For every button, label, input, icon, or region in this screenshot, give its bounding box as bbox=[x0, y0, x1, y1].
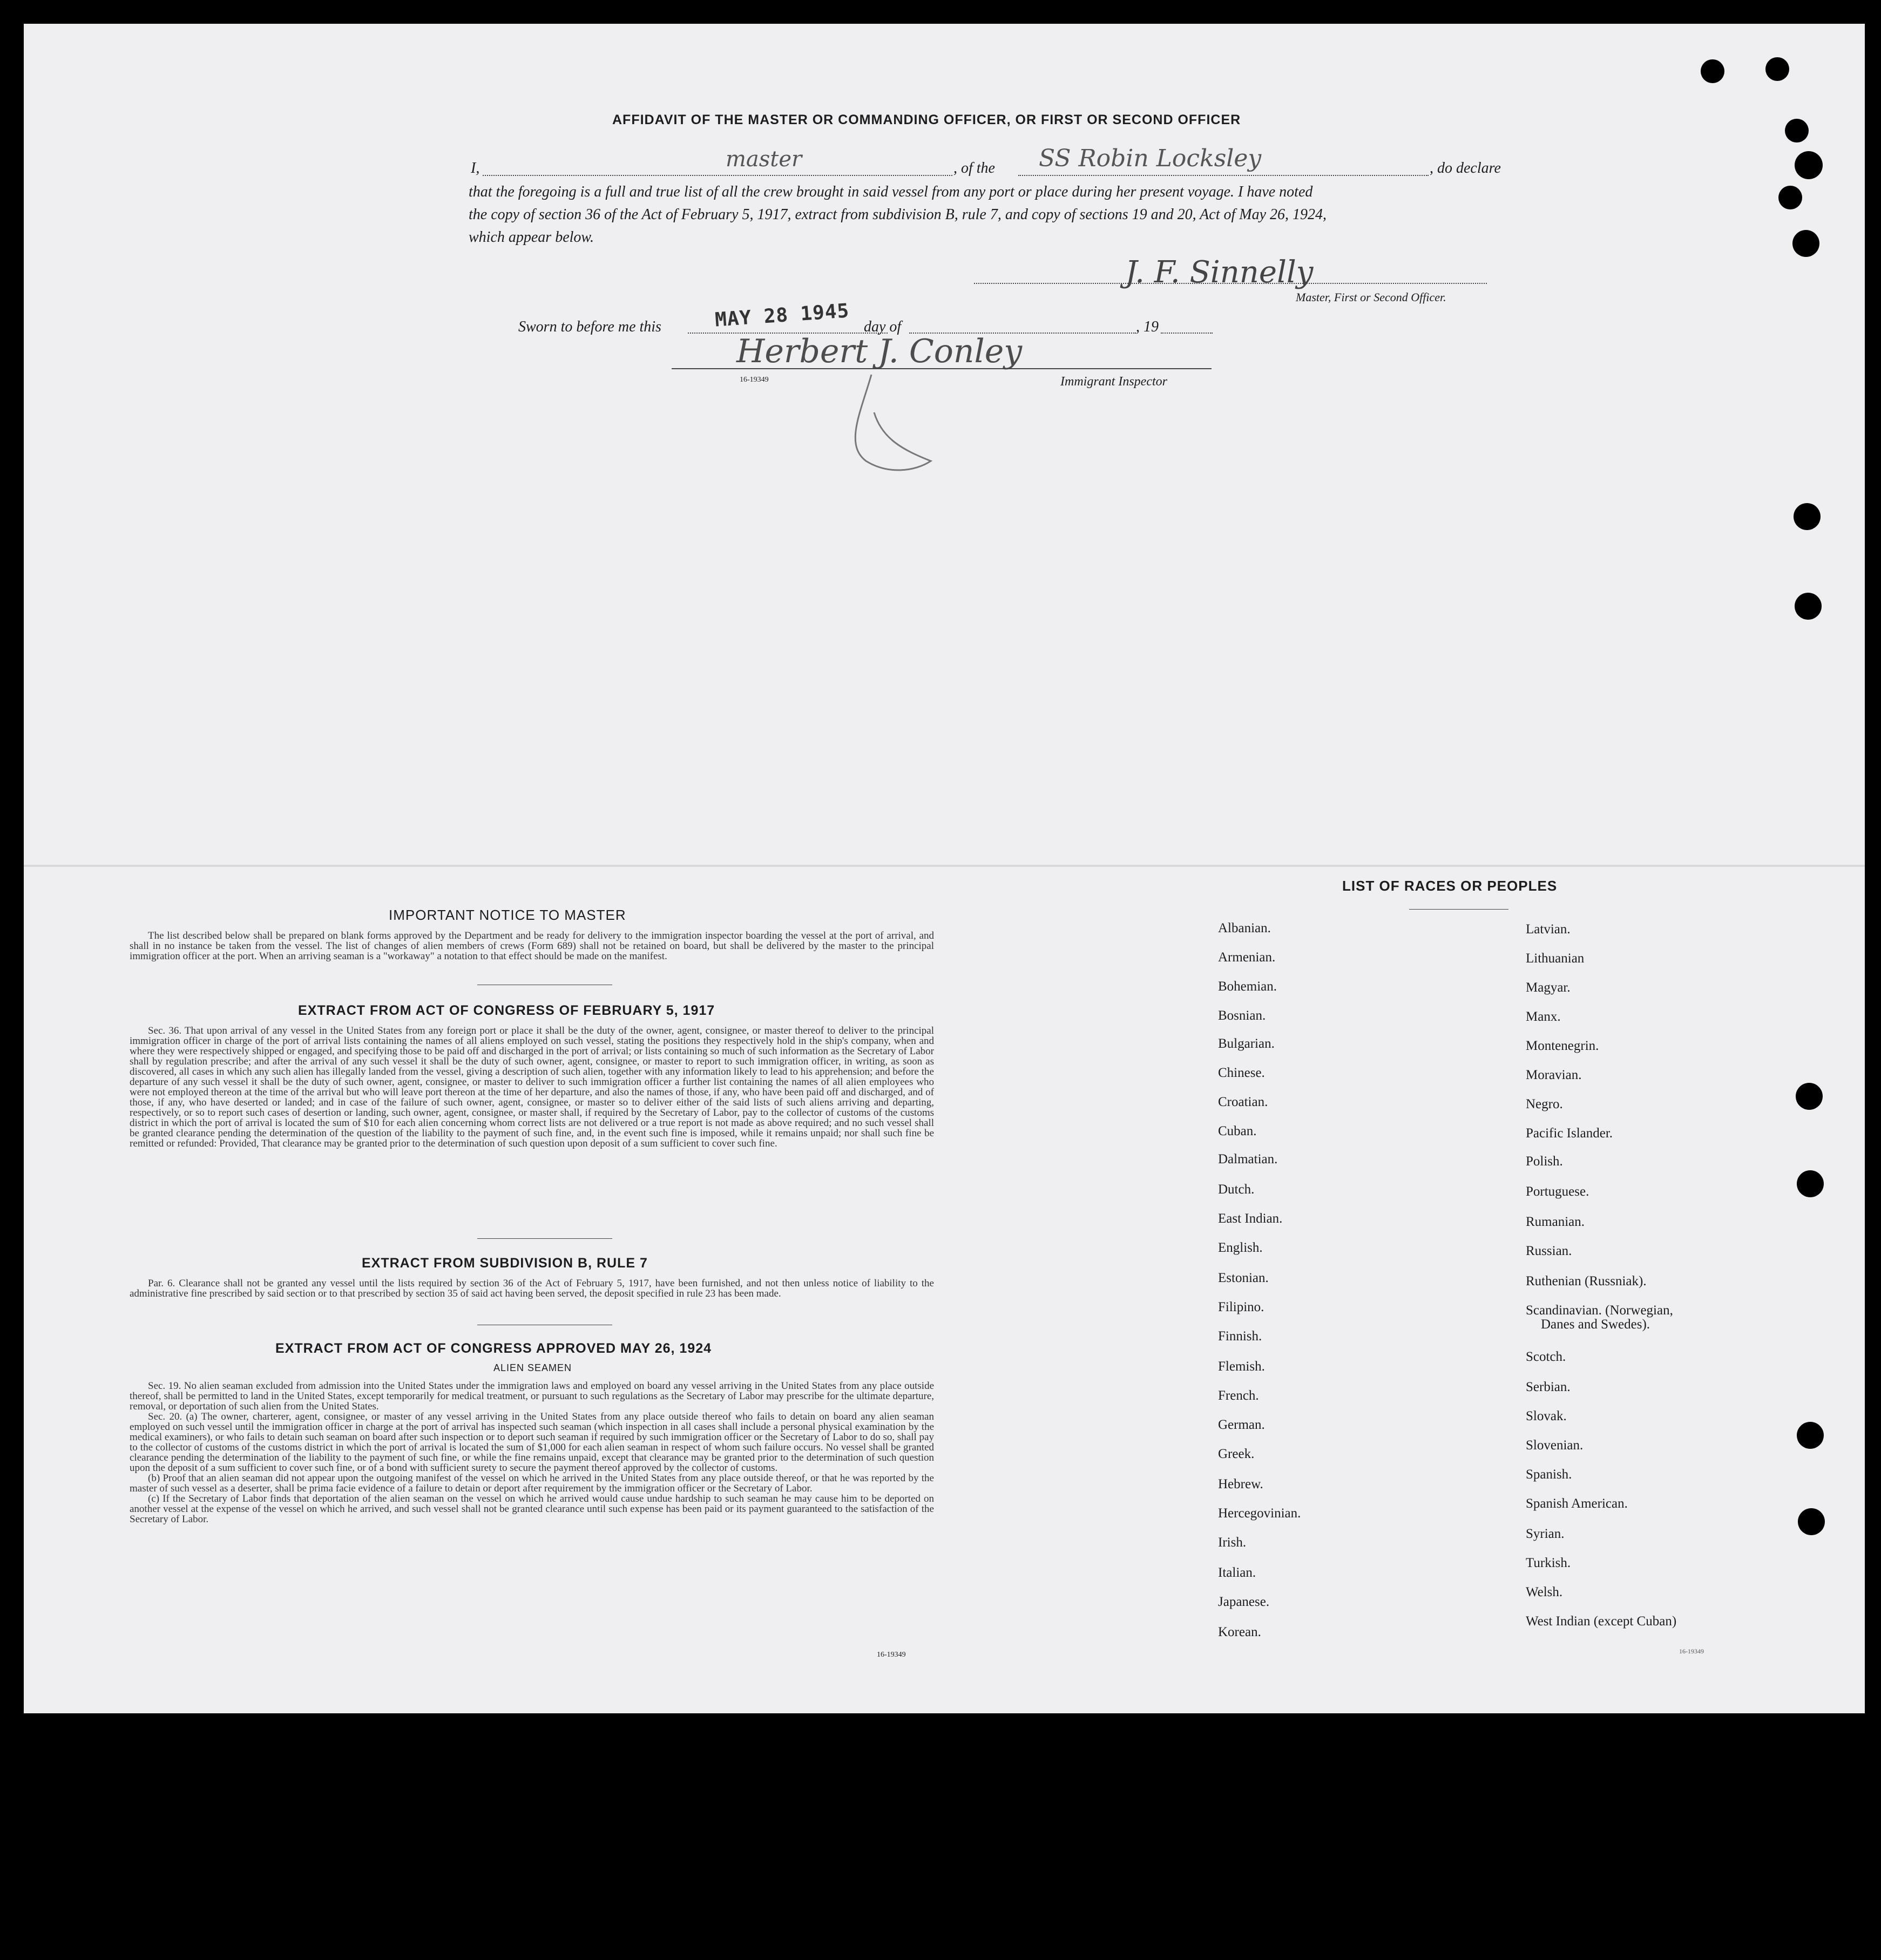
vessel-blank-line bbox=[1018, 175, 1429, 176]
sworn-year-line bbox=[1161, 333, 1213, 334]
races-title-divider bbox=[1409, 909, 1508, 910]
race-item: Turkish. bbox=[1526, 1556, 1571, 1570]
extract2-body bbox=[130, 1278, 934, 1299]
race-item: Armenian. bbox=[1218, 950, 1276, 965]
extract3-title: EXTRACT FROM ACT OF CONGRESS APPROVED MAY 26, 1924 bbox=[275, 1341, 712, 1356]
race-item: Negro. bbox=[1526, 1097, 1563, 1111]
notice-text bbox=[130, 931, 934, 961]
race-item: Moravian. bbox=[1526, 1068, 1582, 1082]
role-handwriting: master bbox=[726, 147, 802, 172]
extract3-sec20a: Sec. 20. (a) The owner, charterer, agent, consignee, or master of any vessel arriving in the United States from any place outside thereof who fails to detain on board any alien seaman employed on such vessel until the immigration officer in charge at the port of arrival has inspected such seaman (which inspection in all cases shall include a personal physical examination by the medical examiners), or who fails to detain such seaman on board after such inspection or to deport such seaman if required by such immigration officer or the Secretary of Labor to do so, shall pay to the collector of customs of the customs district in which the port of arrival is located the sum of $1,000 for each alien seaman in respect of whom such failure occurs. No vessel shall be granted clearance pending the determination of the liability to the payment of such fine, or while the fine remains unpaid, except that clearance may be granted prior to the determination of such question upon the deposit of a sum sufficient to cover such fine, or of a bond with sufficient surety to secure the payment thereof approved by the collector of customs. bbox=[130, 1411, 934, 1474]
race-item: Italian. bbox=[1218, 1565, 1256, 1580]
year-prefix: , 19 bbox=[1136, 318, 1159, 335]
race-item: Dalmatian. bbox=[1218, 1152, 1278, 1166]
punch-hole bbox=[1792, 230, 1819, 257]
race-item: Japanese. bbox=[1218, 1595, 1270, 1609]
affidavit-body-line3: which appear below. bbox=[469, 229, 594, 246]
race-item: Portuguese. bbox=[1526, 1184, 1589, 1199]
race-item: Slovak. bbox=[1526, 1409, 1567, 1423]
race-item: Dutch. bbox=[1218, 1182, 1255, 1197]
race-item: Scandinavian. (Norwegian, bbox=[1526, 1303, 1673, 1318]
document-sheet bbox=[24, 24, 1865, 1713]
affidavit-body-line2: the copy of section 36 of the Act of February 5, 1917, extract from subdivision B, rule 7, and copy of sections 19 and 20, Act of May 26, 1924, bbox=[469, 206, 1327, 223]
race-item: Danes and Swedes). bbox=[1541, 1317, 1650, 1332]
race-item: French. bbox=[1218, 1388, 1259, 1403]
vessel-name-handwriting: SS Robin Locksley bbox=[1039, 145, 1262, 172]
race-item: Albanian. bbox=[1218, 921, 1271, 935]
extract1-paragraph: Sec. 36. That upon arrival of any vessel in the United States from any foreign port or place it shall be the duty of the owner, agent, consignee, or master thereof to deliver to the principal immigration officer in charge of the port of arrival lists containing the names of all aliens employed on such vessel, stating the positions they respectively hold in the ship's company, when and where they were respectively shipped or engaged, and specifying those to be paid off and discharged in the port of arrival; or lists containing so much of such information as the Secretary of Labor shall by regulation prescribe; and after the arrival of any such vessel it shall be the duty of such owner, agent, consignee, or master to report to such immigration officer, in writing, as soon as discovered, all cases in which any such alien has illegally landed from the vessel, giving a description of such alien, together with any information likely to lead to his apprehension; and before the departure of any such vessel it shall be the duty of such owner, agent, consignee, or master to deliver to such immigration officer a further list containing the names of all alien employees who were not employed thereon at the time of the arrival but who will leave port thereon at the time of her departure, and also the names of those, if any, who have been paid off and discharged, and of those, if any, who have deserted or landed; and in case of the failure of such owner, agent, consignee, or master so to deliver either of the said lists of such aliens arriving and departing, respectively, or so to report such cases of desertion or landing, such owner, agent, consignee, or master shall, if required by the Secretary of Labor, pay to the collector of customs of the customs district in which the port of arrival is located the sum of $10 for each alien concerning whom correct lists are not delivered or a true report is not made as above required; and no such vessel shall be granted clearance pending the determination of the question of the liability to the payment of such fine, and, in the event such fine is imposed, while it remains unpaid; nor shall such fine be remitted or refunded: Provided, That clearance may be granted prior to the determination of such question upon deposit of a sum sufficient to cover such fine. bbox=[130, 1025, 934, 1149]
day-of-text: day of bbox=[864, 318, 902, 335]
extract1-title: EXTRACT FROM ACT OF CONGRESS OF FEBRUARY 5, 1917 bbox=[298, 1003, 715, 1018]
punch-hole bbox=[1778, 186, 1802, 209]
race-item: Rumanian. bbox=[1526, 1215, 1585, 1229]
race-item: Manx. bbox=[1526, 1009, 1561, 1024]
inspector-caption: Immigrant Inspector bbox=[1060, 375, 1167, 389]
punch-hole bbox=[1794, 503, 1821, 530]
affidavit-body-line1: that the foregoing is a full and true list of all the crew brought in said vessel from any port or place during her present voyage. I have noted bbox=[469, 184, 1313, 200]
race-item: English. bbox=[1218, 1240, 1263, 1255]
race-item: West Indian (except Cuban) bbox=[1526, 1614, 1677, 1629]
race-item: Spanish American. bbox=[1526, 1496, 1628, 1511]
race-item: Ruthenian (Russniak). bbox=[1526, 1274, 1647, 1288]
race-item: Greek. bbox=[1218, 1447, 1255, 1461]
races-title: LIST OF RACES OR PEOPLES bbox=[1342, 878, 1558, 894]
race-item: Russian. bbox=[1526, 1244, 1572, 1258]
extract2-paragraph: Par. 6. Clearance shall not be granted any vessel until the lists required by section 36 of the Act of February 5, 1917, have been furnished, and not then unless notice of liability to the administrative fine prescribed by said section or to that prescribed by section 35 of said act having been served, the deposit specified in rule 23 has been made. bbox=[130, 1278, 934, 1299]
race-item: Hercegovinian. bbox=[1218, 1506, 1301, 1521]
signature-flourish bbox=[823, 369, 963, 477]
notice-form-number: 16-19349 bbox=[877, 1651, 906, 1659]
extract3-subtitle: ALIEN SEAMEN bbox=[493, 1362, 572, 1373]
races-form-number: 16-19349 bbox=[1679, 1647, 1704, 1655]
punch-hole bbox=[1795, 151, 1823, 179]
race-item: Montenegrin. bbox=[1526, 1039, 1599, 1053]
race-item: Irish. bbox=[1218, 1535, 1247, 1550]
punch-hole bbox=[1797, 1422, 1824, 1449]
affidavit-heading: AFFIDAVIT OF THE MASTER OR COMMANDING OFFICER, OR FIRST OR SECOND OFFICER bbox=[612, 112, 1241, 127]
race-item: Lithuanian bbox=[1526, 951, 1585, 966]
race-item: Bohemian. bbox=[1218, 979, 1277, 994]
race-item: Bosnian. bbox=[1218, 1008, 1266, 1023]
race-item: Finnish. bbox=[1218, 1329, 1262, 1344]
extract3-sec19: Sec. 19. No alien seaman excluded from admission into the United States under the immigration laws and employed on board any vessel arriving in the United States from any place outside thereof, shall be permitted to land in the United States, except temporarily for medical treatment, or pursuant to such regulations as the Secretary of Labor may prescribe for the ultimate departure, removal, or deportation of such alien from the United States. bbox=[130, 1380, 934, 1412]
officer-signature: J. F. Sinnelly bbox=[1125, 255, 1314, 290]
date-stamp: MAY 28 1945 bbox=[714, 300, 850, 331]
race-item: German. bbox=[1218, 1418, 1265, 1432]
extract3-sec20c: (c) If the Secretary of Labor finds that deportation of the alien seaman on the vessel on which he arrived would cause undue hardship to such seaman he may cause him to be deported on another vessel at the expense of the vessel on which he arrived, and such vessel shall not be granted clearance until such expense has been paid or its payment guaranteed to the satisfaction of the Secretary of Labor. bbox=[130, 1493, 934, 1525]
name-blank-line bbox=[483, 175, 952, 176]
extract2-title: EXTRACT FROM SUBDIVISION B, RULE 7 bbox=[362, 1256, 648, 1271]
punch-hole bbox=[1795, 593, 1822, 620]
race-item: Pacific Islander. bbox=[1526, 1126, 1613, 1141]
race-item: Latvian. bbox=[1526, 922, 1571, 937]
sworn-prefix: Sworn to before me this bbox=[518, 318, 661, 335]
page-fold bbox=[24, 865, 1865, 867]
race-item: Cuban. bbox=[1218, 1124, 1257, 1138]
race-item: Flemish. bbox=[1218, 1359, 1265, 1374]
race-item: Chinese. bbox=[1218, 1066, 1265, 1080]
race-item: Hebrew. bbox=[1218, 1477, 1263, 1491]
race-item: Slovenian. bbox=[1526, 1438, 1584, 1453]
of-the-text: , of the bbox=[953, 160, 995, 177]
race-item: Polish. bbox=[1526, 1154, 1563, 1169]
race-item: Croatian. bbox=[1218, 1095, 1268, 1109]
notice-paragraph: The list described below shall be prepared on blank forms approved by the Department and be ready for delivery to the immigration inspector boarding the vessel at the port of arrival, and shall in no instance be taken from the vessel. The list of changes of alien members of crews (Form 689) shall not be retained on board, but shall be delivered by the master to the principal immigration officer at the port. When an arriving seaman is a "workaway" a notation to that effect should be made on the manifest. bbox=[130, 930, 934, 962]
punch-hole bbox=[1797, 1170, 1824, 1197]
punch-hole bbox=[1798, 1508, 1825, 1535]
race-item: Filipino. bbox=[1218, 1300, 1264, 1314]
punch-hole bbox=[1796, 1083, 1823, 1110]
notice-title: IMPORTANT NOTICE TO MASTER bbox=[389, 907, 626, 923]
race-item: Serbian. bbox=[1526, 1380, 1571, 1394]
race-item: Syrian. bbox=[1526, 1527, 1565, 1541]
race-item: Bulgarian. bbox=[1218, 1036, 1275, 1051]
punch-hole bbox=[1785, 119, 1809, 143]
inspector-signature: Herbert J. Conley bbox=[736, 333, 1023, 370]
extract3-body bbox=[130, 1381, 934, 1524]
affidavit-prefix: I, bbox=[471, 160, 480, 177]
race-item: Estonian. bbox=[1218, 1271, 1269, 1285]
extract1-body bbox=[130, 1026, 934, 1149]
extract1-divider bbox=[477, 1238, 612, 1239]
punch-hole bbox=[1701, 59, 1724, 83]
race-item: Magyar. bbox=[1526, 980, 1571, 995]
race-item: Welsh. bbox=[1526, 1585, 1563, 1599]
punch-hole bbox=[1765, 57, 1789, 81]
race-item: Scotch. bbox=[1526, 1349, 1566, 1364]
officer-caption: Master, First or Second Officer. bbox=[1296, 290, 1446, 304]
affidavit-form-number: 16-19349 bbox=[740, 376, 769, 384]
do-declare-text: , do declare bbox=[1430, 160, 1501, 177]
race-item: Korean. bbox=[1218, 1625, 1261, 1639]
extract3-sec20b: (b) Proof that an alien seaman did not appear upon the outgoing manifest of the vessel on which he arrived in the United States from any place outside thereof, or that he was reported by the master of such vessel as a deserter, shall be prima facie evidence of a failure to detain or deport after requirement by the immigration officer or the Secretary of Labor. bbox=[130, 1473, 934, 1494]
race-item: East Indian. bbox=[1218, 1211, 1283, 1226]
inspector-signature-line bbox=[672, 368, 1212, 369]
race-item: Spanish. bbox=[1526, 1467, 1572, 1482]
